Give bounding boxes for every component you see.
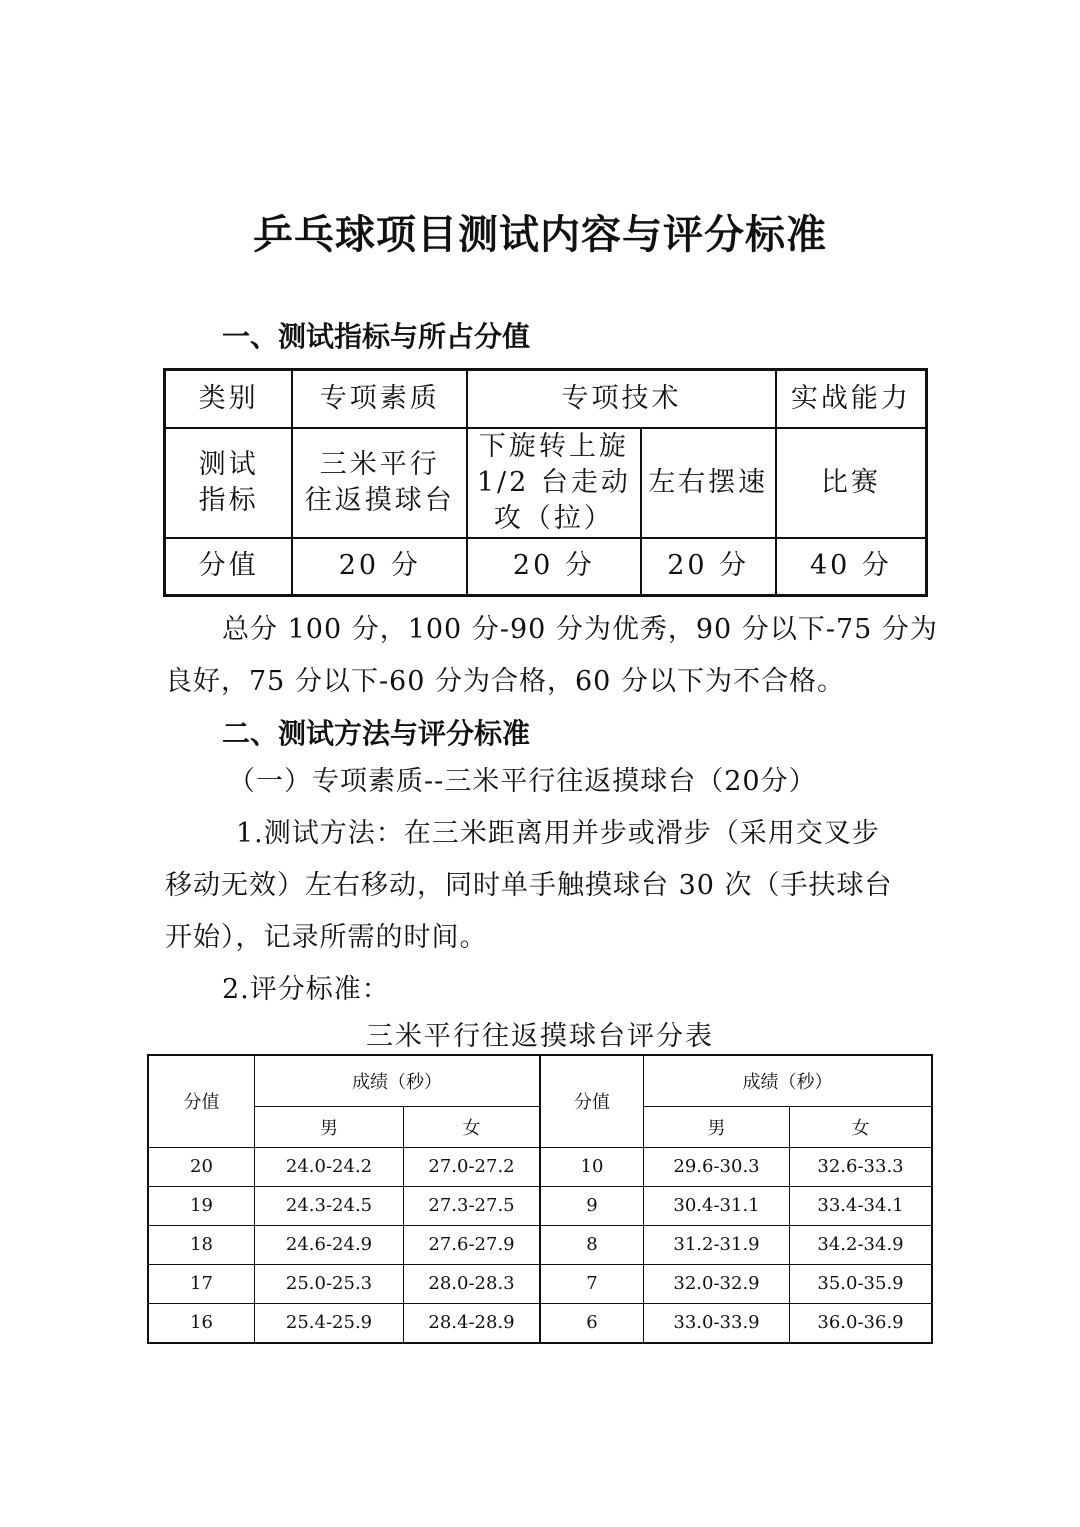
summary-line-1: 总分 100 分，100 分-90 分为优秀，90 分以下-75 分为 xyxy=(222,614,938,645)
tech-item-1-line3: 攻（拉） xyxy=(493,502,614,534)
page-title: 乒乓球项目测试内容与评分标准 xyxy=(253,212,827,258)
tech-item-2: 左右摆速 xyxy=(641,428,776,538)
cell-male: 25.0-25.3 xyxy=(255,1264,404,1303)
quality-item-line1: 三米平行 xyxy=(319,448,440,480)
th-male-right: 男 xyxy=(644,1106,790,1147)
header-technique: 专项技术 xyxy=(467,370,776,428)
cell-score: 7 xyxy=(540,1264,644,1303)
tech-item-1-line2: 1/2 台走动 xyxy=(476,466,631,498)
tech-item-1 xyxy=(467,428,640,538)
cell-male: 24.3-24.5 xyxy=(255,1186,404,1225)
th-result-right: 成绩（秒） xyxy=(644,1055,933,1106)
row-label-score: 分值 xyxy=(165,538,293,596)
criteria-label: 2.评分标准： xyxy=(222,974,390,1005)
table-row xyxy=(148,1225,932,1264)
table-row xyxy=(148,1303,932,1343)
th-score-left: 分值 xyxy=(148,1055,255,1147)
cell-female: 36.0-36.9 xyxy=(790,1303,933,1343)
cell-score: 9 xyxy=(540,1186,644,1225)
cell-female: 28.0-28.3 xyxy=(404,1264,541,1303)
subsection-1-heading: （一）专项素质--三米平行往返摸球台（20分） xyxy=(228,766,817,797)
th-female-left: 女 xyxy=(404,1106,541,1147)
cell-female: 32.6-33.3 xyxy=(790,1147,933,1186)
table-row xyxy=(148,1147,932,1186)
combat-item: 比赛 xyxy=(776,428,927,538)
cell-score: 20 xyxy=(148,1147,255,1186)
cell-male: 30.4-31.1 xyxy=(644,1186,790,1225)
cell-female: 27.3-27.5 xyxy=(404,1186,541,1225)
quality-item-line2: 往返摸球台 xyxy=(304,484,455,516)
score-table-caption: 三米平行往返摸球台评分表 xyxy=(366,1021,714,1052)
shuttle-score-table xyxy=(147,1054,933,1344)
cell-male: 24.6-24.9 xyxy=(255,1225,404,1264)
cell-score: 17 xyxy=(148,1264,255,1303)
th-male-left: 男 xyxy=(255,1106,404,1147)
section2-heading: 二、测试方法与评分标准 xyxy=(222,717,531,750)
method-line-2: 移动无效）左右移动，同时单手触摸球台 30 次（手扶球台 xyxy=(165,870,893,901)
row-label-indicator-line2: 指标 xyxy=(198,484,259,516)
cell-male: 24.0-24.2 xyxy=(255,1147,404,1186)
method-line-3: 开始），记录所需的时间。 xyxy=(165,922,488,953)
tech-item-1-line1: 下旋转上旋 xyxy=(478,430,629,462)
cell-female: 33.4-34.1 xyxy=(790,1186,933,1225)
row-label-indicator xyxy=(165,428,293,538)
score-tech-2: 20 分 xyxy=(641,538,776,596)
summary-line-2: 良好，75 分以下-60 分为合格，60 分以下为不合格。 xyxy=(165,666,845,697)
score-tech-1: 20 分 xyxy=(467,538,640,596)
indicator-score-table xyxy=(163,368,928,597)
cell-female: 28.4-28.9 xyxy=(404,1303,541,1343)
method-line-1: 1.测试方法：在三米距离用并步或滑步（采用交叉步 xyxy=(236,818,880,849)
quality-item xyxy=(292,428,467,538)
table-row xyxy=(148,1264,932,1303)
cell-score: 6 xyxy=(540,1303,644,1343)
cell-score: 18 xyxy=(148,1225,255,1264)
cell-male: 32.0-32.9 xyxy=(644,1264,790,1303)
th-score-right: 分值 xyxy=(540,1055,644,1147)
cell-score: 8 xyxy=(540,1225,644,1264)
cell-male: 25.4-25.9 xyxy=(255,1303,404,1343)
header-category: 类别 xyxy=(165,370,293,428)
cell-score: 16 xyxy=(148,1303,255,1343)
th-female-right: 女 xyxy=(790,1106,933,1147)
cell-male: 31.2-31.9 xyxy=(644,1225,790,1264)
table-row xyxy=(148,1186,932,1225)
cell-score: 19 xyxy=(148,1186,255,1225)
cell-male: 29.6-30.3 xyxy=(644,1147,790,1186)
cell-female: 34.2-34.9 xyxy=(790,1225,933,1264)
cell-female: 35.0-35.9 xyxy=(790,1264,933,1303)
row-label-indicator-line1: 测试 xyxy=(198,448,259,480)
cell-female: 27.6-27.9 xyxy=(404,1225,541,1264)
cell-male: 33.0-33.9 xyxy=(644,1303,790,1343)
score-combat: 40 分 xyxy=(776,538,927,596)
score-quality: 20 分 xyxy=(292,538,467,596)
th-result-left: 成绩（秒） xyxy=(255,1055,541,1106)
header-quality: 专项素质 xyxy=(292,370,467,428)
section1-heading: 一、测试指标与所占分值 xyxy=(222,320,531,353)
cell-female: 27.0-27.2 xyxy=(404,1147,541,1186)
header-combat: 实战能力 xyxy=(776,370,927,428)
cell-score: 10 xyxy=(540,1147,644,1186)
